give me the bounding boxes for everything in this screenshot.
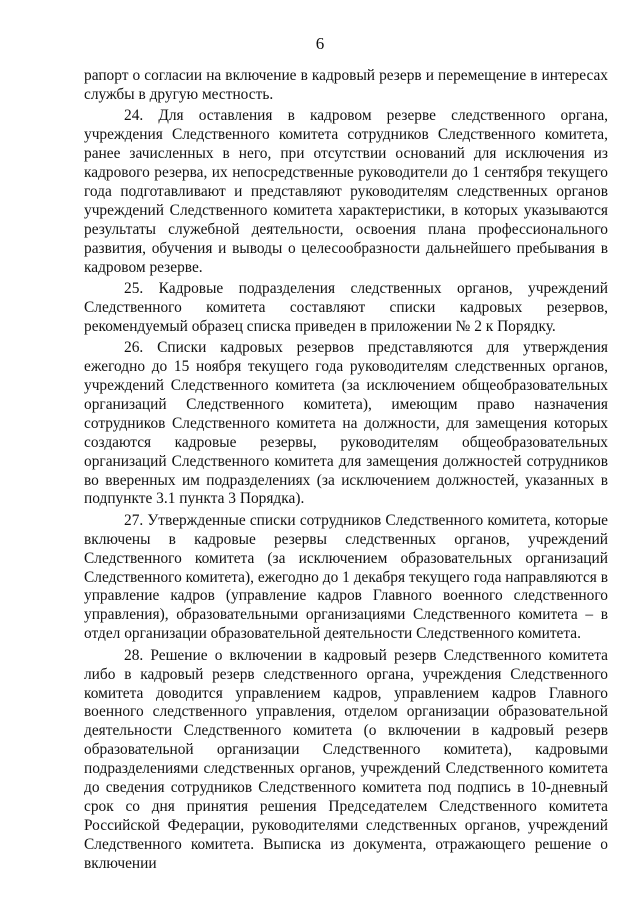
paragraph-25: 25. Кадровые подразделения следственных органов, учреждений Следственного комитета составляют списки кадровых резервов, рекомендуемый образец списка приведен в приложении № 2 к Порядку. (84, 279, 608, 335)
page-number: 6 (315, 34, 325, 53)
document-body (84, 67, 608, 876)
paragraph-27: 27. Утвержденные списки сотрудников Следственного комитета, которые включены в кадровые резервы следственных органов, учреждений Следственного комитета (за исключением образовательных организаций Следственного комитета), ежегодно до 1 декабря текущего года направляются в управление кадров (управление кадров Главного военного следственного управления), образовательными организациями Следственного комитета – в отдел организации образовательной деятельности Следственного комитета. (84, 511, 608, 643)
paragraph-continuation: рапорт о согласии на включение в кадровый резерв и перемещение в интересах службы в другую местность. (84, 67, 608, 103)
paragraph-26: 26. Списки кадровых резервов представляются для утверждения ежегодно до 15 ноября текущего года руководителям следственных органов, учреждений Следственного комитета (за исключением общеобразовательных организаций Следственного комитета), имеющим право назначения сотрудников Следственного комитета на должности, для замещения которых создаются кадровые резервы, руководителям общеобразовательных организаций Следственного комитета для замещения должностей сотрудников во вверенных им подразделениях (за исключением должностей, указанных в подпункте 3.1 пункта 3 Порядка). (84, 339, 608, 508)
paragraph-28: 28. Решение о включении в кадровый резерв Следственного комитета либо в кадровый резерв следственного органа, учреждения Следственного комитета доводится управлением кадров, управлением кадров Главного военного следственного управления, отделом организации образовательной деятельности Следственного комитета (о включении в кадровый резерв образовательной организации Следственного комитета), кадровыми подразделениями следственных органов, учреждений Следственного комитета до сведения сотрудников Следственного комитета под подпись в 10-дневный срок со дня принятия решения Председателем Следственного комитета Российской Федерации, руководителями следственных органов, учреждений Следственного комитета. Выписка из документа, отражающего решение о включении (84, 646, 608, 872)
paragraph-24: 24. Для оставления в кадровом резерве следственного органа, учреждения Следственного комитета сотрудников Следственного комитета, ранее зачисленных в него, при отсутствии оснований для исключения из кадрового резерва, их непосредственные руководители до 1 сентября текущего года подготавливают и представляют руководителям следственных органов учреждений Следственного комитета характеристики, в которых указываются результаты служебной деятельности, освоения плана профессионального развития, обучения и выводы о целесообразности дальнейшего пребывания в кадровом резерве. (84, 107, 608, 276)
